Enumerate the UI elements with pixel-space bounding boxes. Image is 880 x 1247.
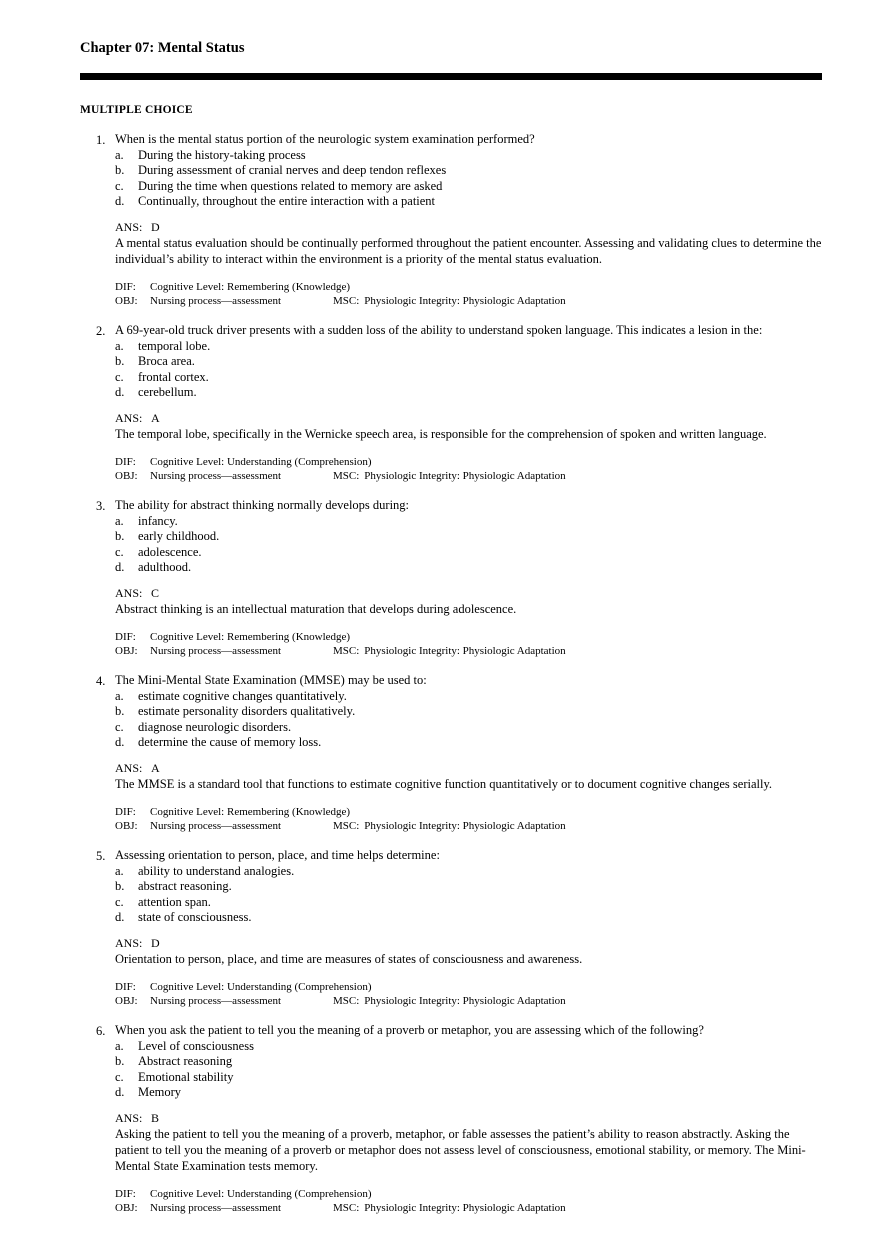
option-text: Memory	[138, 1085, 182, 1099]
option-text: diagnose neurologic disorders.	[138, 719, 292, 734]
option-letter: d.	[115, 735, 125, 749]
chapter-title: Chapter 07: Mental Status	[80, 40, 245, 56]
question-number: 1.	[96, 133, 106, 147]
answer-line	[115, 936, 822, 952]
obj-value: Nursing process—assessment	[150, 820, 282, 832]
option-text: ability to understand analogies.	[138, 863, 295, 878]
option-letter: a.	[115, 147, 124, 162]
metadata	[115, 1187, 822, 1215]
option-c	[115, 179, 822, 195]
option-letter: b.	[115, 529, 125, 543]
option-letter: b.	[115, 163, 125, 177]
option-text: adolescence.	[138, 544, 202, 559]
rationale: A mental status evaluation should be continually performed throughout the patient encounter. Assessing and validating clues to determine the individual’s ability to interact within the environment is a priority of the mental status evaluation.	[115, 236, 822, 266]
dif-row	[115, 630, 822, 644]
option-text: determine the cause of memory loss.	[138, 735, 322, 749]
answer-line	[115, 586, 822, 602]
option-letter: a.	[115, 513, 124, 528]
answer-line	[115, 411, 822, 427]
question-number: 4.	[96, 674, 106, 688]
option-letter: c.	[115, 1069, 124, 1084]
option-c	[115, 545, 822, 561]
option-text: frontal cortex.	[138, 369, 209, 384]
answer-label: ANS:	[115, 760, 143, 775]
msc-value: Physiologic Integrity: Physiologic Adaptation	[364, 1202, 566, 1214]
option-text: attention span.	[138, 894, 211, 909]
dif-label: DIF:	[115, 806, 136, 818]
rationale: The MMSE is a standard tool that functions to estimate cognitive function quantitatively or to document cognitive changes serially.	[115, 777, 773, 791]
option-c	[115, 895, 822, 911]
option-b	[115, 354, 822, 370]
question-stem: The Mini-Mental State Examination (MMSE) may be used to:	[115, 673, 427, 687]
msc-label: MSC:	[333, 645, 360, 657]
metadata	[115, 630, 822, 658]
dif-value: Cognitive Level: Understanding (Comprehension)	[150, 981, 372, 993]
obj-label: OBJ:	[115, 295, 138, 307]
question-4	[80, 673, 822, 833]
option-letter: c.	[115, 369, 124, 384]
question-6	[80, 1023, 822, 1215]
option-d	[115, 735, 822, 751]
msc-value: Physiologic Integrity: Physiologic Adaptation	[364, 645, 566, 657]
rationale: The temporal lobe, specifically in the Wernicke speech area, is responsible for the comprehension of spoken and written language.	[115, 427, 767, 441]
option-text: state of consciousness.	[138, 910, 252, 924]
option-text: estimate cognitive changes quantitatively.	[138, 688, 347, 703]
question-number: 3.	[96, 499, 106, 513]
option-text: temporal lobe.	[138, 338, 211, 353]
metadata	[115, 455, 822, 483]
obj-value: Nursing process—assessment	[150, 470, 282, 482]
question-list	[80, 132, 822, 1230]
option-text: Broca area.	[138, 354, 195, 368]
option-text: infancy.	[138, 513, 178, 528]
dif-value: Cognitive Level: Remembering (Knowledge)	[150, 631, 351, 643]
option-letter: b.	[115, 879, 125, 893]
option-letter: c.	[115, 894, 124, 909]
obj-value: Nursing process—assessment	[150, 295, 282, 307]
dif-row	[115, 980, 822, 994]
answer-value: B	[151, 1110, 160, 1125]
answer-value: D	[151, 935, 160, 950]
option-a	[115, 864, 822, 880]
msc-label: MSC:	[333, 295, 360, 307]
obj-value: Nursing process—assessment	[150, 1202, 282, 1214]
option-letter: a.	[115, 863, 124, 878]
dif-value: Cognitive Level: Remembering (Knowledge)	[150, 281, 351, 293]
question-stem: When you ask the patient to tell you the meaning of a proverb or metaphor, you are assessing which of the following?	[115, 1023, 704, 1037]
option-letter: a.	[115, 1038, 124, 1053]
option-list	[115, 864, 822, 926]
dif-label: DIF:	[115, 981, 136, 993]
question-stem: Assessing orientation to person, place, and time helps determine:	[115, 848, 440, 862]
dif-row	[115, 1187, 822, 1201]
answer-value: A	[151, 760, 160, 775]
question-2	[80, 323, 822, 483]
option-text: adulthood.	[138, 560, 192, 574]
rationale: Abstract thinking is an intellectual maturation that develops during adolescence.	[115, 602, 517, 616]
option-letter: a.	[115, 338, 124, 353]
dif-row	[115, 805, 822, 819]
option-a	[115, 514, 822, 530]
msc-label: MSC:	[333, 820, 360, 832]
question-stem: The ability for abstract thinking normally develops during:	[115, 498, 410, 512]
obj-row	[115, 294, 822, 308]
rationale: Orientation to person, place, and time are measures of states of consciousness and awareness.	[115, 952, 583, 966]
dif-value: Cognitive Level: Understanding (Comprehension)	[150, 1188, 372, 1200]
question-1	[80, 132, 822, 308]
option-d	[115, 385, 822, 401]
option-d	[115, 194, 822, 210]
dif-label: DIF:	[115, 631, 136, 643]
dif-row	[115, 280, 822, 294]
option-text: abstract reasoning.	[138, 879, 232, 893]
dif-value: Cognitive Level: Remembering (Knowledge)	[150, 806, 351, 818]
option-list	[115, 514, 822, 576]
obj-row	[115, 1201, 822, 1215]
option-letter: d.	[115, 194, 125, 208]
msc-value: Physiologic Integrity: Physiologic Adaptation	[364, 470, 566, 482]
section-heading: MULTIPLE CHOICE	[80, 104, 193, 116]
question-5	[80, 848, 822, 1008]
option-letter: c.	[115, 178, 124, 193]
option-letter: d.	[115, 1085, 125, 1099]
answer-label: ANS:	[115, 219, 143, 234]
answer-label: ANS:	[115, 935, 143, 950]
question-number: 6.	[96, 1024, 106, 1038]
option-text: early childhood.	[138, 529, 220, 543]
option-text: cerebellum.	[138, 385, 197, 399]
msc-label: MSC:	[333, 995, 360, 1007]
option-list	[115, 339, 822, 401]
obj-value: Nursing process—assessment	[150, 995, 282, 1007]
option-d	[115, 1085, 822, 1101]
dif-label: DIF:	[115, 1188, 136, 1200]
option-b	[115, 879, 822, 895]
answer-label: ANS:	[115, 410, 143, 425]
option-letter: d.	[115, 910, 125, 924]
option-a	[115, 1039, 822, 1055]
msc-value: Physiologic Integrity: Physiologic Adaptation	[364, 995, 566, 1007]
option-c	[115, 370, 822, 386]
option-text: Continually, throughout the entire interaction with a patient	[138, 194, 436, 208]
option-letter: d.	[115, 560, 125, 574]
option-text: Level of consciousness	[138, 1038, 254, 1053]
option-list	[115, 1039, 822, 1101]
option-letter: c.	[115, 719, 124, 734]
option-a	[115, 689, 822, 705]
obj-label: OBJ:	[115, 820, 138, 832]
option-text: estimate personality disorders qualitatively.	[138, 704, 356, 718]
obj-row	[115, 644, 822, 658]
option-b	[115, 163, 822, 179]
metadata	[115, 805, 822, 833]
option-c	[115, 1070, 822, 1086]
answer-label: ANS:	[115, 585, 143, 600]
msc-value: Physiologic Integrity: Physiologic Adaptation	[364, 820, 566, 832]
msc-value: Physiologic Integrity: Physiologic Adaptation	[364, 295, 566, 307]
answer-value: A	[151, 410, 160, 425]
option-b	[115, 529, 822, 545]
option-d	[115, 560, 822, 576]
answer-value: C	[151, 585, 160, 600]
option-text: During assessment of cranial nerves and deep tendon reflexes	[138, 163, 447, 177]
obj-label: OBJ:	[115, 645, 138, 657]
option-a	[115, 339, 822, 355]
option-list	[115, 689, 822, 751]
dif-value: Cognitive Level: Understanding (Comprehension)	[150, 456, 372, 468]
question-stem: When is the mental status portion of the neurologic system examination performed?	[115, 132, 535, 146]
option-b	[115, 1054, 822, 1070]
obj-row	[115, 469, 822, 483]
dif-label: DIF:	[115, 281, 136, 293]
obj-row	[115, 819, 822, 833]
question-number: 2.	[96, 324, 106, 338]
header-rule	[80, 73, 822, 80]
answer-value: D	[151, 219, 160, 234]
option-letter: a.	[115, 688, 124, 703]
dif-label: DIF:	[115, 456, 136, 468]
option-letter: d.	[115, 385, 125, 399]
option-text: Abstract reasoning	[138, 1054, 233, 1068]
option-text: During the history-taking process	[138, 147, 306, 162]
option-list	[115, 148, 822, 210]
answer-label: ANS:	[115, 1110, 143, 1125]
answer-line	[115, 761, 822, 777]
msc-label: MSC:	[333, 1202, 360, 1214]
option-letter: c.	[115, 544, 124, 559]
option-c	[115, 720, 822, 736]
option-text: Emotional stability	[138, 1069, 234, 1084]
option-text: During the time when questions related to memory are asked	[138, 178, 443, 193]
obj-label: OBJ:	[115, 1202, 138, 1214]
answer-line	[115, 220, 822, 236]
metadata	[115, 280, 822, 308]
obj-value: Nursing process—assessment	[150, 645, 282, 657]
answer-line	[115, 1111, 822, 1127]
msc-label: MSC:	[333, 470, 360, 482]
question-stem: A 69-year-old truck driver presents with a sudden loss of the ability to understand spoken language. This indicates a lesion in the:	[115, 323, 763, 337]
obj-row	[115, 994, 822, 1008]
question-number: 5.	[96, 849, 106, 863]
rationale: Asking the patient to tell you the meaning of a proverb, metaphor, or fable assesses the patient’s ability to reason abstractly. Asking the patient to tell you the meaning of a proverb or metaphor does not assess level of consciousness, emotional stability, or memory. The Mini-Mental State Examination tests memory.	[115, 1127, 806, 1173]
question-3	[80, 498, 822, 658]
option-a	[115, 148, 822, 164]
option-letter: b.	[115, 704, 125, 718]
obj-label: OBJ:	[115, 470, 138, 482]
option-letter: b.	[115, 1054, 125, 1068]
option-letter: b.	[115, 354, 125, 368]
metadata	[115, 980, 822, 1008]
obj-label: OBJ:	[115, 995, 138, 1007]
dif-row	[115, 455, 822, 469]
option-b	[115, 704, 822, 720]
option-d	[115, 910, 822, 926]
